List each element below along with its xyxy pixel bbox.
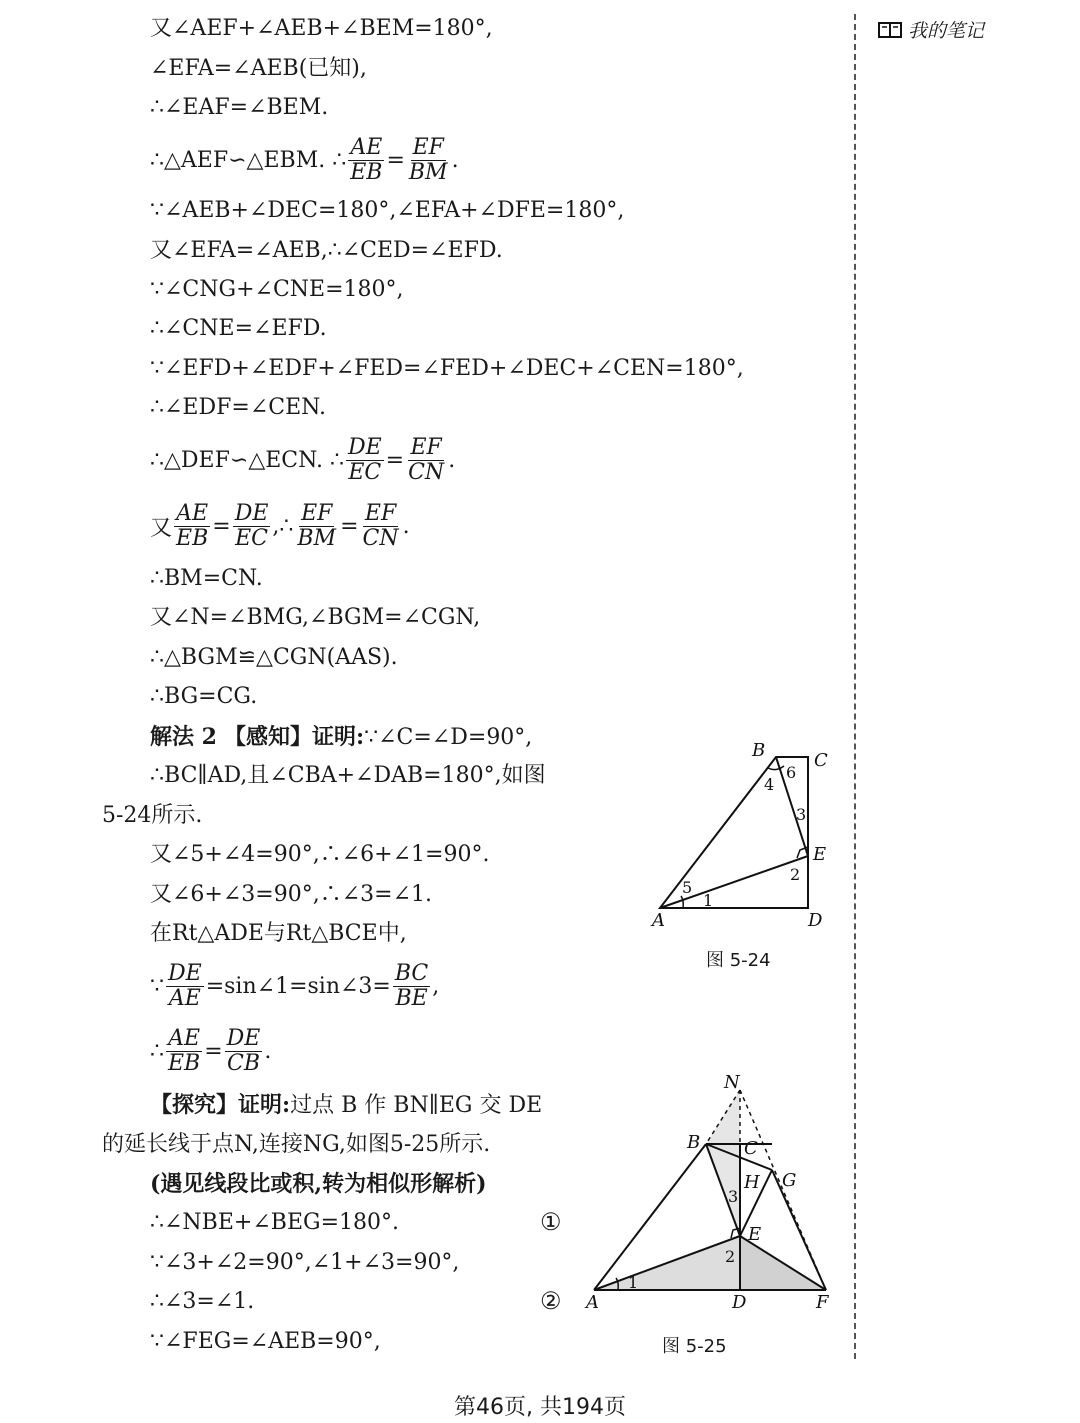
angle-2: 2 (725, 1247, 736, 1266)
text-line: ∵∠EFD+∠EDF+∠FED=∠FED+∠DEC+∠CEN=180°, (150, 356, 744, 381)
text-line: ∴∠EAF=∠BEM. (150, 95, 329, 120)
fraction: $\frac{AE}{EB}$ (350, 135, 383, 185)
text-line: ∴∠3=∠1. (150, 1289, 255, 1314)
label-D: D (732, 1292, 747, 1313)
similar-line-1: ∴△AEF∽△EBM. ∴ $\frac{AE}{EB}$ = $\frac{EF}{BM}$ . (150, 135, 459, 185)
angle-6: 6 (786, 763, 797, 782)
text-line: ∴∠NBE+∠BEG=180°. (150, 1210, 399, 1235)
fraction: $\frac{EF}{BM}$ (408, 135, 448, 185)
angle-1: 1 (703, 891, 714, 910)
fig25-caption: 图 5-25 (662, 1336, 727, 1357)
fraction: $\frac{DE}{AE}$ (168, 961, 202, 1011)
angle-3: 3 (796, 805, 807, 824)
prefix: 又 (150, 516, 173, 541)
label-H: H (744, 1172, 760, 1193)
text-line: ∴∠CNE=∠EFD. (150, 316, 327, 341)
mark-1: ① (540, 1208, 562, 1236)
label-G: G (782, 1170, 797, 1191)
text-line: ∵∠CNG+∠CNE=180°, (150, 277, 404, 302)
angle-1: 1 (628, 1273, 639, 1292)
fraction: $\frac{BC}{BE}$ (394, 961, 429, 1011)
label-A: A (652, 910, 665, 931)
text-line: 在Rt△ADE与Rt△BCE中, (150, 921, 407, 946)
text-line: ∵∠AEB+∠DEC=180°,∠EFA+∠DFE=180°, (150, 198, 625, 223)
similar-line-2: ∴△DEF∽△ECN. ∴ $\frac{DE}{EC}$ = $\frac{EF}{CN}$ . (150, 435, 456, 485)
label-C: C (814, 750, 828, 771)
notes-title: 我的笔记 (908, 20, 985, 42)
text-line: ∴△BGM≌△CGN(AAS). (150, 645, 398, 670)
fraction: $\frac{EF}{CN}$ (408, 435, 445, 485)
fraction: $\frac{AE}{EB}$ (168, 1026, 201, 1076)
angle-3: 3 (728, 1187, 739, 1206)
prefix: ∴△AEF∽△EBM. ∴ (150, 148, 347, 173)
method-tag: 【感知】 (223, 724, 312, 750)
fig24-caption: 图 5-24 (706, 950, 771, 971)
fraction: $\frac{DE}{CB}$ (226, 1026, 261, 1076)
fraction: $\frac{EF}{BM}$ (297, 501, 337, 551)
text-line: ∴BG=CG. (150, 684, 258, 709)
figure-5-25 (580, 1070, 840, 1320)
angle-5: 5 (682, 878, 693, 897)
figure-5-24 (645, 740, 845, 935)
label-E: E (748, 1224, 762, 1245)
fraction: $\frac{DE}{EC}$ (347, 435, 382, 485)
prefix: ∴△DEF∽△ECN. ∴ (150, 448, 344, 473)
label-B: B (752, 740, 766, 761)
text-line: 的延长线于点N,连接NG,如图5-25所示. (102, 1132, 491, 1157)
combo-line: 又 $\frac{AE}{EB}$ = $\frac{DE}{EC}$ ,∴ $\frac{EF}{BM}$ = $\frac{EF}{CN}$ . (150, 501, 410, 551)
text-line: ∵∠3+∠2=90°,∠1+∠3=90°, (150, 1250, 460, 1275)
angle-4: 4 (764, 775, 775, 794)
explore-line: 【探究】证明:过点 B 作 BN∥EG 交 DE (150, 1092, 543, 1118)
mark-2: ② (540, 1287, 562, 1315)
text-line: 又∠N=∠BMG,∠BGM=∠CGN, (150, 605, 481, 630)
label-E: E (813, 844, 827, 865)
tip-line: (遇见线段比或积,转为相似形解析) (150, 1171, 487, 1197)
label-F: F (816, 1292, 829, 1313)
text-line: ∴BC∥AD,且∠CBA+∠DAB=180°,如图 (150, 763, 546, 788)
text-line: ∴∠EDF=∠CEN. (150, 395, 326, 420)
text-line: ∵∠FEG=∠AEB=90°, (150, 1329, 381, 1354)
notes-header (878, 16, 984, 43)
label-C: C (744, 1138, 758, 1159)
text-line: 又∠EFA=∠AEB,∴∠CED=∠EFD. (150, 238, 503, 263)
book-icon (878, 21, 902, 39)
text-line: 又∠5+∠4=90°,∴∠6+∠1=90°. (150, 842, 490, 867)
fraction: $\frac{AE}{EB}$ (176, 501, 209, 551)
label-B: B (687, 1132, 701, 1153)
text-line: ∠EFA=∠AEB(已知), (150, 56, 367, 81)
angle-2: 2 (790, 865, 801, 884)
label-D: D (808, 910, 823, 931)
text-line: ∴BM=CN. (150, 566, 263, 591)
method-label: 解法 2 (150, 724, 217, 750)
notes-divider (854, 14, 856, 1359)
fraction: $\frac{DE}{EC}$ (234, 501, 269, 551)
text-line: 又∠6+∠3=90°,∴∠3=∠1. (150, 882, 433, 907)
fraction: $\frac{EF}{CN}$ (362, 501, 399, 551)
sin-line: ∵ $\frac{DE}{AE}$ =sin∠1=sin∠3= $\frac{BC}{BE}$ , (150, 961, 440, 1011)
label-A: A (586, 1292, 599, 1313)
page-footer: 第46页, 共194页 (454, 1395, 626, 1420)
text-line: 又∠AEF+∠AEB+∠BEM=180°, (150, 16, 493, 41)
explore-tag: 【探究】 (150, 1092, 239, 1118)
method2-line: 解法 2 【感知】证明:∵∠C=∠D=90°, (150, 724, 533, 750)
ratio-line: ∴ $\frac{AE}{EB}$ = $\frac{DE}{CB}$ . (150, 1026, 272, 1076)
label-N: N (724, 1072, 740, 1093)
text-line: 5-24所示. (102, 803, 203, 828)
